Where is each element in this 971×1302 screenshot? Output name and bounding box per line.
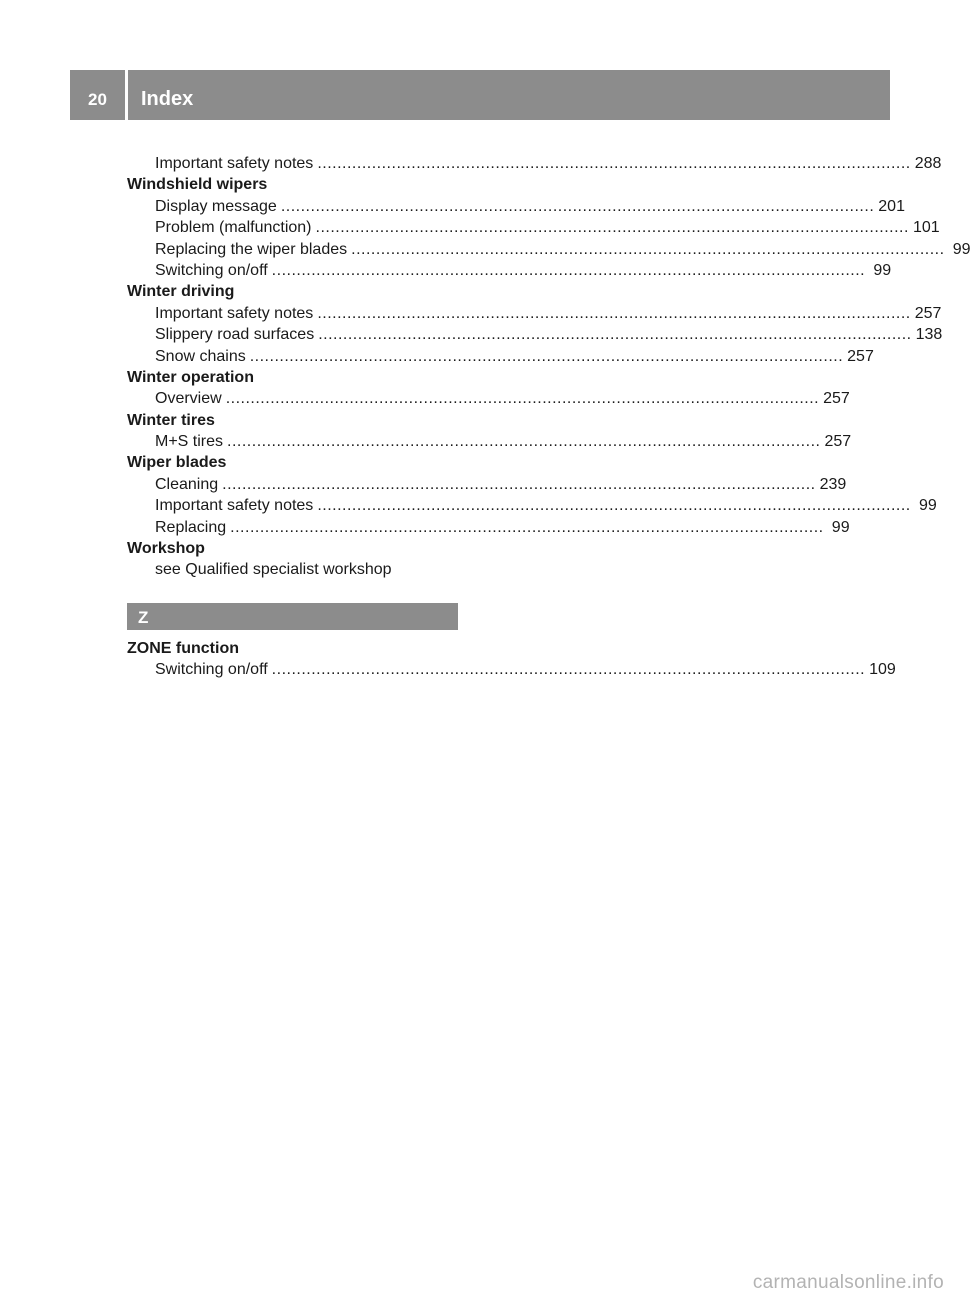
watermark-text: carmanualsonline.info <box>752 1272 944 1293</box>
index-entry-page: 201 <box>878 197 905 215</box>
index-entry-label: Problem (malfunction) <box>155 219 312 237</box>
dot-leader: ........................................................................................................................ <box>230 518 824 536</box>
index-entry-page: 99 <box>873 261 892 279</box>
index-entry[interactable] <box>127 495 937 516</box>
dot-leader: ........................................................................................................................ <box>222 475 816 493</box>
index-entry-label: M+S tires <box>155 433 224 451</box>
page-number: 20 <box>88 90 107 109</box>
index-cross-reference[interactable]: see Qualified specialist workshop <box>155 561 392 579</box>
dot-leader: ........................................................................................................................ <box>317 304 911 322</box>
index-entry-page: 99 <box>831 518 850 536</box>
dot-leader: ........................................................................................................................ <box>271 661 866 679</box>
index-entry-label: Cleaning <box>155 475 219 493</box>
index-entry-label: Switching on/off <box>155 261 268 279</box>
index-entry-label: Replacing <box>155 518 227 536</box>
dot-leader: ........................................................................................................................ <box>351 240 945 258</box>
index-entry-page: 257 <box>823 390 850 408</box>
index-entry-label: Important safety notes <box>155 155 314 172</box>
index-entry[interactable] <box>127 303 942 324</box>
dot-leader: ........................................................................................................................ <box>271 261 866 279</box>
section-spacer <box>127 581 458 603</box>
index-heading: Wiper blades <box>127 454 227 472</box>
index-entry-page: 109 <box>869 661 896 679</box>
dot-leader: ........................................................................................................................ <box>225 390 820 408</box>
index-entry[interactable] <box>127 474 847 495</box>
index-entry-label: Important safety notes <box>155 304 314 322</box>
index-entry-label: Overview <box>155 390 222 408</box>
page-title: Index <box>141 88 194 110</box>
index-entry-page: 138 <box>915 326 943 344</box>
dot-leader: ........................................................................................................................ <box>249 347 844 365</box>
index-entry[interactable] <box>127 324 943 345</box>
dot-leader: ........................................................................................................................ <box>318 326 912 344</box>
index-heading: Winter tires <box>127 411 215 429</box>
index-entry-label: Replacing the wiper blades <box>155 240 348 258</box>
dot-leader: ........................................................................................................................ <box>317 155 911 172</box>
index-entry[interactable] <box>127 517 850 538</box>
index-entry[interactable] <box>127 388 850 409</box>
dot-leader: ........................................................................................................................ <box>317 497 911 515</box>
index-entry-page: 239 <box>819 475 847 493</box>
index-heading: Workshop <box>127 540 205 558</box>
index-entry[interactable] <box>127 659 896 680</box>
index-column <box>127 153 971 681</box>
index-heading: Winter driving <box>127 283 235 301</box>
index-entry-page: 257 <box>914 304 942 322</box>
index-entry-label: Display message <box>155 197 277 215</box>
index-entry[interactable] <box>127 260 892 281</box>
index-entry-page: 288 <box>914 155 942 172</box>
index-entry-page: 101 <box>912 219 940 237</box>
dot-leader: ........................................................................................................................ <box>315 219 909 237</box>
section-letter-z: Z <box>127 603 458 630</box>
index-entry[interactable] <box>127 217 940 238</box>
index-entry[interactable] <box>127 196 905 217</box>
index-entry-label: Snow chains <box>155 347 246 365</box>
index-entry[interactable] <box>127 239 971 260</box>
index-heading: Windshield wipers <box>127 176 268 194</box>
index-list <box>127 153 971 581</box>
index-entry-label: Important safety notes <box>155 497 314 515</box>
index-entry[interactable] <box>127 153 942 174</box>
index-heading: Winter operation <box>127 368 254 386</box>
index-entry-label: Switching on/off <box>155 661 268 679</box>
index-entry-label: Slippery road surfaces <box>155 326 315 344</box>
index-heading: ZONE function <box>127 639 239 657</box>
index-entry[interactable] <box>127 346 874 367</box>
index-entry-page: 257 <box>824 433 852 451</box>
dot-leader: ........................................................................................................................ <box>280 197 875 215</box>
index-entry-page: 99 <box>952 240 971 258</box>
index-list-z <box>127 638 896 681</box>
index-entry-page: 99 <box>918 497 937 515</box>
index-entry[interactable] <box>127 431 852 452</box>
index-entry-page: 257 <box>847 347 874 365</box>
header-divider <box>125 70 128 120</box>
dot-leader: ........................................................................................................................ <box>227 433 821 451</box>
